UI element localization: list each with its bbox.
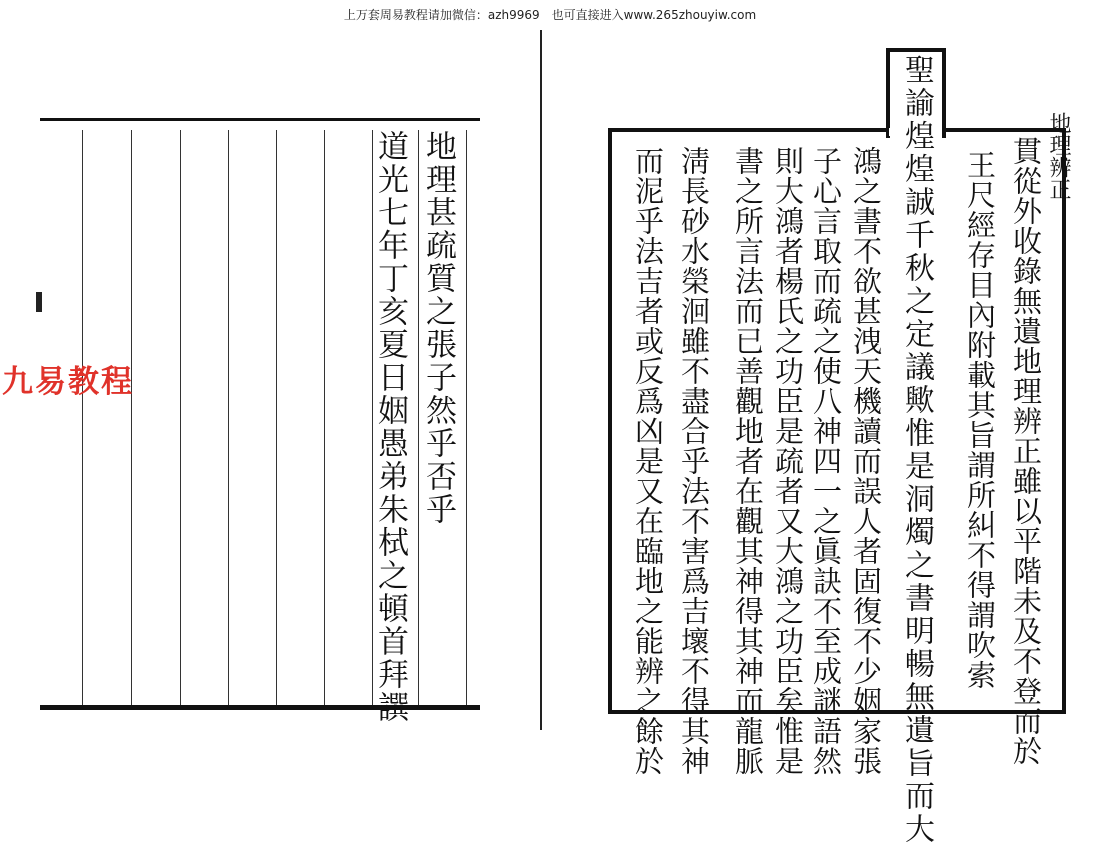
left-edge-mark [36, 292, 42, 312]
column-rule [82, 130, 83, 705]
heading-column: 聖諭煌煌誠千秋之定議歟惟是洞燭之書明暢無遺旨而大 [899, 54, 934, 846]
column-rule [324, 130, 325, 705]
left-page-frame [40, 118, 480, 710]
right-text-column: 子心言取而疏之使八神四一之眞訣不至成謎語然 [809, 146, 843, 776]
column-rule [466, 130, 467, 705]
column-rule [276, 130, 277, 705]
column-rule [180, 130, 181, 705]
left-text-column: 道光七年丁亥夏日姻愚弟朱栻之頓首拜譔 [372, 130, 408, 724]
left-text-column: 地理甚疏質之張子然乎否乎 [420, 130, 456, 526]
right-text-column: 王尺經存目內附載其旨謂所糾不得謂吹索 [963, 150, 997, 690]
right-text-column: 則大鴻者楊氏之功臣是疏者又大鴻之功臣矣惟是 [771, 146, 805, 776]
column-rule [418, 130, 419, 705]
right-text-column: 鴻之書不欲甚洩天機讀而誤人者固復不少姻家張 [849, 146, 883, 776]
watermark-logo: 九易教程 [2, 364, 134, 400]
right-text-column: 而泥乎法吉者或反爲凶是又在臨地之能辨之餘於 [631, 146, 665, 776]
top-banner: 上万套周易教程请加微信：azh9969 也可直接进入www.265zhouyiw.com [343, 8, 757, 22]
right-text-column: 貫從外收錄無遺地理辨正雖以平階未及不登而於 [1009, 136, 1043, 766]
right-text-column: 淸長砂水榮洄雖不盡合乎法不害爲吉壞不得其神 [677, 146, 711, 776]
column-rule [131, 130, 132, 705]
column-rule [228, 130, 229, 705]
page-gutter [540, 30, 542, 730]
right-text-column: 書之所言法而已善觀地者在觀其神得其神而龍脈 [731, 146, 765, 776]
margin-title: 地理辨正 [1046, 112, 1071, 200]
